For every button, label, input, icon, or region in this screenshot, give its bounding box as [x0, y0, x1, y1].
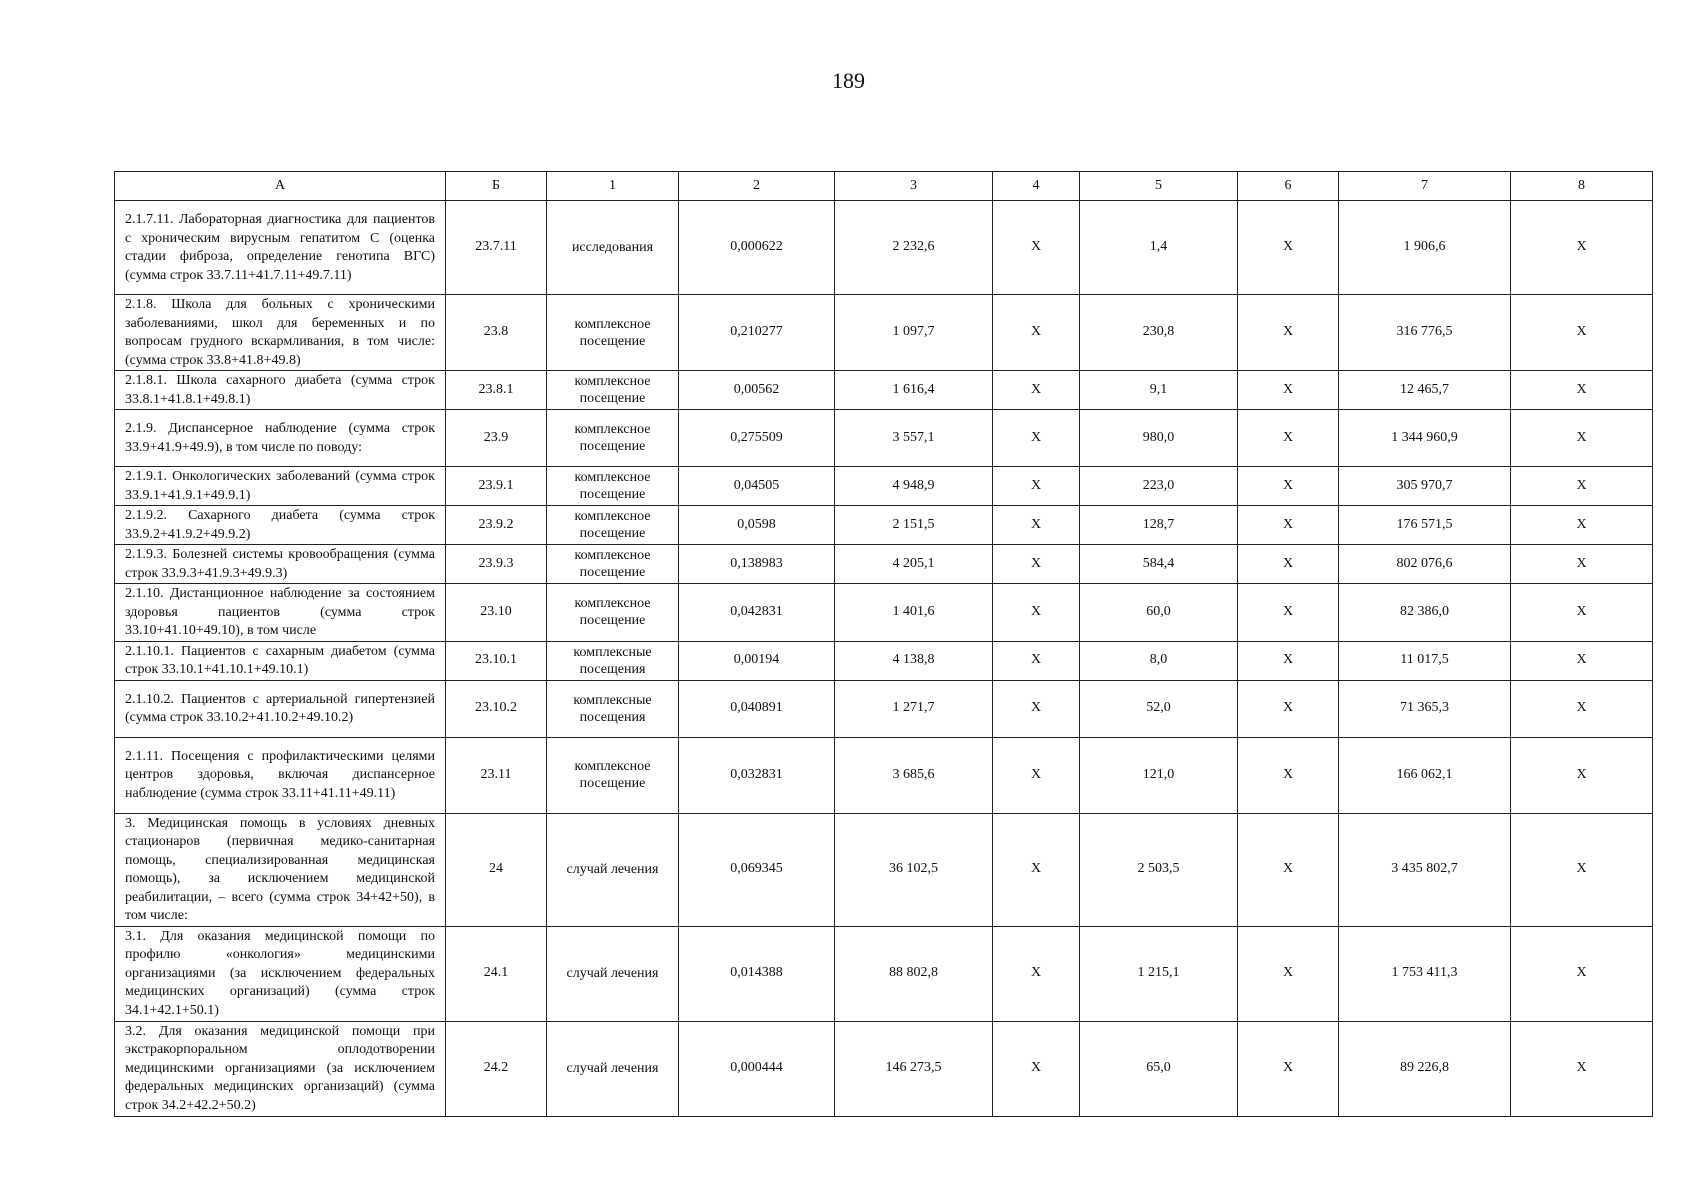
unit-cell: комплексные посещения [547, 641, 679, 680]
value-cell: 0,069345 [679, 813, 835, 926]
row-code: 24.1 [446, 926, 547, 1021]
value-cell: Х [993, 813, 1080, 926]
unit-cell: комплексное посещение [547, 410, 679, 467]
value-cell: 4 205,1 [835, 545, 993, 584]
table-row [115, 641, 1653, 680]
value-cell: Х [1511, 295, 1653, 371]
row-code: 24 [446, 813, 547, 926]
value-cell: 71 365,3 [1339, 680, 1511, 737]
value-cell: Х [1238, 410, 1339, 467]
row-code: 23.8.1 [446, 371, 547, 410]
value-cell: 1 215,1 [1080, 926, 1238, 1021]
row-code: 24.2 [446, 1021, 547, 1116]
value-cell: 1 753 411,3 [1339, 926, 1511, 1021]
value-cell: 9,1 [1080, 371, 1238, 410]
row-label: 2.1.10.2. Пациентов с артериальной гипертензией (сумма строк 33.10.2+41.10.2+49.10.2) [115, 680, 446, 737]
unit-cell: случай лечения [547, 926, 679, 1021]
unit-cell: комплексное посещение [547, 295, 679, 371]
value-cell: Х [1238, 1021, 1339, 1116]
value-cell: Х [993, 1021, 1080, 1116]
unit-cell: комплексное посещение [547, 371, 679, 410]
value-cell: 0,00194 [679, 641, 835, 680]
value-cell: 36 102,5 [835, 813, 993, 926]
value-cell: 52,0 [1080, 680, 1238, 737]
value-cell: 3 557,1 [835, 410, 993, 467]
row-label: 3.1. Для оказания медицинской помощи по профилю «онкология» медицинскими организациями (за исключением федеральных медицинских организаций) (сумма строк 34.1+42.1+50.1) [115, 926, 446, 1021]
header-row [115, 172, 1653, 201]
value-cell: 2 151,5 [835, 506, 993, 545]
value-cell: 230,8 [1080, 295, 1238, 371]
column-header: 2 [679, 172, 835, 201]
unit-cell: случай лечения [547, 1021, 679, 1116]
row-label: 2.1.7.11. Лабораторная диагностика для пациентов с хроническим вирусным гепатитом С (оценка стадии фиброза, определение генотипа ВГС) (сумма строк 33.7.11+41.7.11+49.7.11) [115, 201, 446, 295]
value-cell: Х [1238, 371, 1339, 410]
value-cell: 584,4 [1080, 545, 1238, 584]
value-cell: 1 906,6 [1339, 201, 1511, 295]
table-row [115, 506, 1653, 545]
value-cell: Х [1238, 813, 1339, 926]
value-cell: Х [993, 201, 1080, 295]
value-cell: 128,7 [1080, 506, 1238, 545]
value-cell: 3 435 802,7 [1339, 813, 1511, 926]
column-header: А [115, 172, 446, 201]
table-row [115, 813, 1653, 926]
value-cell: Х [1238, 641, 1339, 680]
value-cell: 1,4 [1080, 201, 1238, 295]
value-cell: Х [993, 371, 1080, 410]
table-row [115, 680, 1653, 737]
row-label: 2.1.9.1. Онкологических заболеваний (сумма строк 33.9.1+41.9.1+49.9.1) [115, 467, 446, 506]
value-cell: Х [1511, 410, 1653, 467]
value-cell: Х [1511, 506, 1653, 545]
value-cell: 0,0598 [679, 506, 835, 545]
unit-cell: комплексное посещение [547, 737, 679, 813]
value-cell: Х [1238, 295, 1339, 371]
value-cell: 4 138,8 [835, 641, 993, 680]
value-cell: 980,0 [1080, 410, 1238, 467]
page-number: 189 [832, 68, 865, 93]
table-row [115, 201, 1653, 295]
value-cell: Х [1511, 813, 1653, 926]
value-cell: Х [1238, 680, 1339, 737]
row-label: 2.1.9.3. Болезней системы кровообращения (сумма строк 33.9.3+41.9.3+49.9.3) [115, 545, 446, 584]
value-cell: Х [993, 410, 1080, 467]
value-cell: Х [1238, 201, 1339, 295]
value-cell: 0,000444 [679, 1021, 835, 1116]
value-cell: 12 465,7 [1339, 371, 1511, 410]
value-cell: Х [1511, 1021, 1653, 1116]
value-cell: Х [1511, 201, 1653, 295]
row-label: 2.1.8. Школа для больных с хроническими заболеваниями, школ для беременных и по вопросам грудного вскармливания, в том числе: (сумма строк 33.8+41.8+49.8) [115, 295, 446, 371]
table-row [115, 545, 1653, 584]
table-row [115, 584, 1653, 642]
row-label: 2.1.8.1. Школа сахарного диабета (сумма строк 33.8.1+41.8.1+49.8.1) [115, 371, 446, 410]
value-cell: 89 226,8 [1339, 1021, 1511, 1116]
row-code: 23.10 [446, 584, 547, 642]
column-header: 1 [547, 172, 679, 201]
value-cell: 316 776,5 [1339, 295, 1511, 371]
value-cell: Х [1238, 545, 1339, 584]
value-cell: 2 232,6 [835, 201, 993, 295]
table-row [115, 1021, 1653, 1116]
table-row [115, 371, 1653, 410]
row-code: 23.8 [446, 295, 547, 371]
value-cell: 11 017,5 [1339, 641, 1511, 680]
column-header: 4 [993, 172, 1080, 201]
value-cell: 0,032831 [679, 737, 835, 813]
value-cell: 60,0 [1080, 584, 1238, 642]
value-cell: Х [1238, 737, 1339, 813]
table-row [115, 926, 1653, 1021]
value-cell: Х [993, 680, 1080, 737]
value-cell: 82 386,0 [1339, 584, 1511, 642]
value-cell: 1 401,6 [835, 584, 993, 642]
value-cell: Х [993, 584, 1080, 642]
value-cell: 223,0 [1080, 467, 1238, 506]
row-code: 23.11 [446, 737, 547, 813]
value-cell: Х [1511, 467, 1653, 506]
value-cell: Х [1511, 737, 1653, 813]
value-cell: 166 062,1 [1339, 737, 1511, 813]
value-cell: Х [1238, 467, 1339, 506]
value-cell: 8,0 [1080, 641, 1238, 680]
column-header: 8 [1511, 172, 1653, 201]
value-cell: 0,040891 [679, 680, 835, 737]
table-row [115, 295, 1653, 371]
value-cell: 0,04505 [679, 467, 835, 506]
table-body [115, 201, 1653, 1117]
row-label: 3. Медицинская помощь в условиях дневных стационаров (первичная медико-санитарная помощь, специализированная медицинская помощь), за исключением медицинской реабилитации, – всего (сумма строк 34+42+50), в том числе: [115, 813, 446, 926]
row-label: 2.1.10.1. Пациентов с сахарным диабетом (сумма строк 33.10.1+41.10.1+49.10.1) [115, 641, 446, 680]
row-code: 23.9 [446, 410, 547, 467]
value-cell: Х [993, 467, 1080, 506]
value-cell: 802 076,6 [1339, 545, 1511, 584]
row-code: 23.10.2 [446, 680, 547, 737]
row-label: 2.1.9.2. Сахарного диабета (сумма строк 33.9.2+41.9.2+49.9.2) [115, 506, 446, 545]
row-label: 3.2. Для оказания медицинской помощи при экстракорпоральном оплодотворении медицинскими организациями (за исключением федеральных медицинских организаций) (сумма строк 34.2+42.2+50.2) [115, 1021, 446, 1116]
column-header: 3 [835, 172, 993, 201]
value-cell: Х [993, 506, 1080, 545]
value-cell: 0,275509 [679, 410, 835, 467]
value-cell: Х [993, 295, 1080, 371]
value-cell: 0,042831 [679, 584, 835, 642]
value-cell: 1 271,7 [835, 680, 993, 737]
row-label: 2.1.9. Диспансерное наблюдение (сумма строк 33.9+41.9+49.9), в том числе по поводу: [115, 410, 446, 467]
table-row [115, 410, 1653, 467]
value-cell: Х [1238, 506, 1339, 545]
value-cell: Х [1511, 545, 1653, 584]
value-cell: 88 802,8 [835, 926, 993, 1021]
row-label: 2.1.10. Дистанционное наблюдение за состоянием здоровья пациентов (сумма строк 33.10+41.10+49.10), в том числе [115, 584, 446, 642]
value-cell: 176 571,5 [1339, 506, 1511, 545]
value-cell: Х [1511, 926, 1653, 1021]
value-cell: 0,000622 [679, 201, 835, 295]
value-cell: Х [1238, 584, 1339, 642]
row-code: 23.9.2 [446, 506, 547, 545]
value-cell: 4 948,9 [835, 467, 993, 506]
value-cell: Х [993, 926, 1080, 1021]
value-cell: Х [993, 641, 1080, 680]
unit-cell: комплексное посещение [547, 584, 679, 642]
value-cell: 146 273,5 [835, 1021, 993, 1116]
value-cell: Х [1511, 371, 1653, 410]
unit-cell: исследования [547, 201, 679, 295]
column-header: 7 [1339, 172, 1511, 201]
data-table [114, 171, 1653, 1117]
value-cell: Х [1511, 584, 1653, 642]
unit-cell: комплексное посещение [547, 506, 679, 545]
value-cell: 1 616,4 [835, 371, 993, 410]
row-code: 23.9.3 [446, 545, 547, 584]
value-cell: 121,0 [1080, 737, 1238, 813]
value-cell: Х [1511, 680, 1653, 737]
value-cell: Х [993, 737, 1080, 813]
unit-cell: случай лечения [547, 813, 679, 926]
value-cell: 0,138983 [679, 545, 835, 584]
column-header: 6 [1238, 172, 1339, 201]
row-code: 23.10.1 [446, 641, 547, 680]
value-cell: 1 097,7 [835, 295, 993, 371]
value-cell: 3 685,6 [835, 737, 993, 813]
value-cell: 0,210277 [679, 295, 835, 371]
table-row [115, 737, 1653, 813]
value-cell: 65,0 [1080, 1021, 1238, 1116]
value-cell: 0,00562 [679, 371, 835, 410]
unit-cell: комплексные посещения [547, 680, 679, 737]
value-cell: 0,014388 [679, 926, 835, 1021]
value-cell: 1 344 960,9 [1339, 410, 1511, 467]
value-cell: 305 970,7 [1339, 467, 1511, 506]
value-cell: Х [993, 545, 1080, 584]
column-header: Б [446, 172, 547, 201]
unit-cell: комплексное посещение [547, 545, 679, 584]
row-label: 2.1.11. Посещения с профилактическими целями центров здоровья, включая диспансерное наблюдение (сумма строк 33.11+41.11+49.11) [115, 737, 446, 813]
column-header: 5 [1080, 172, 1238, 201]
row-code: 23.9.1 [446, 467, 547, 506]
row-code: 23.7.11 [446, 201, 547, 295]
table-row [115, 467, 1653, 506]
value-cell: Х [1511, 641, 1653, 680]
value-cell: Х [1238, 926, 1339, 1021]
value-cell: 2 503,5 [1080, 813, 1238, 926]
unit-cell: комплексное посещение [547, 467, 679, 506]
